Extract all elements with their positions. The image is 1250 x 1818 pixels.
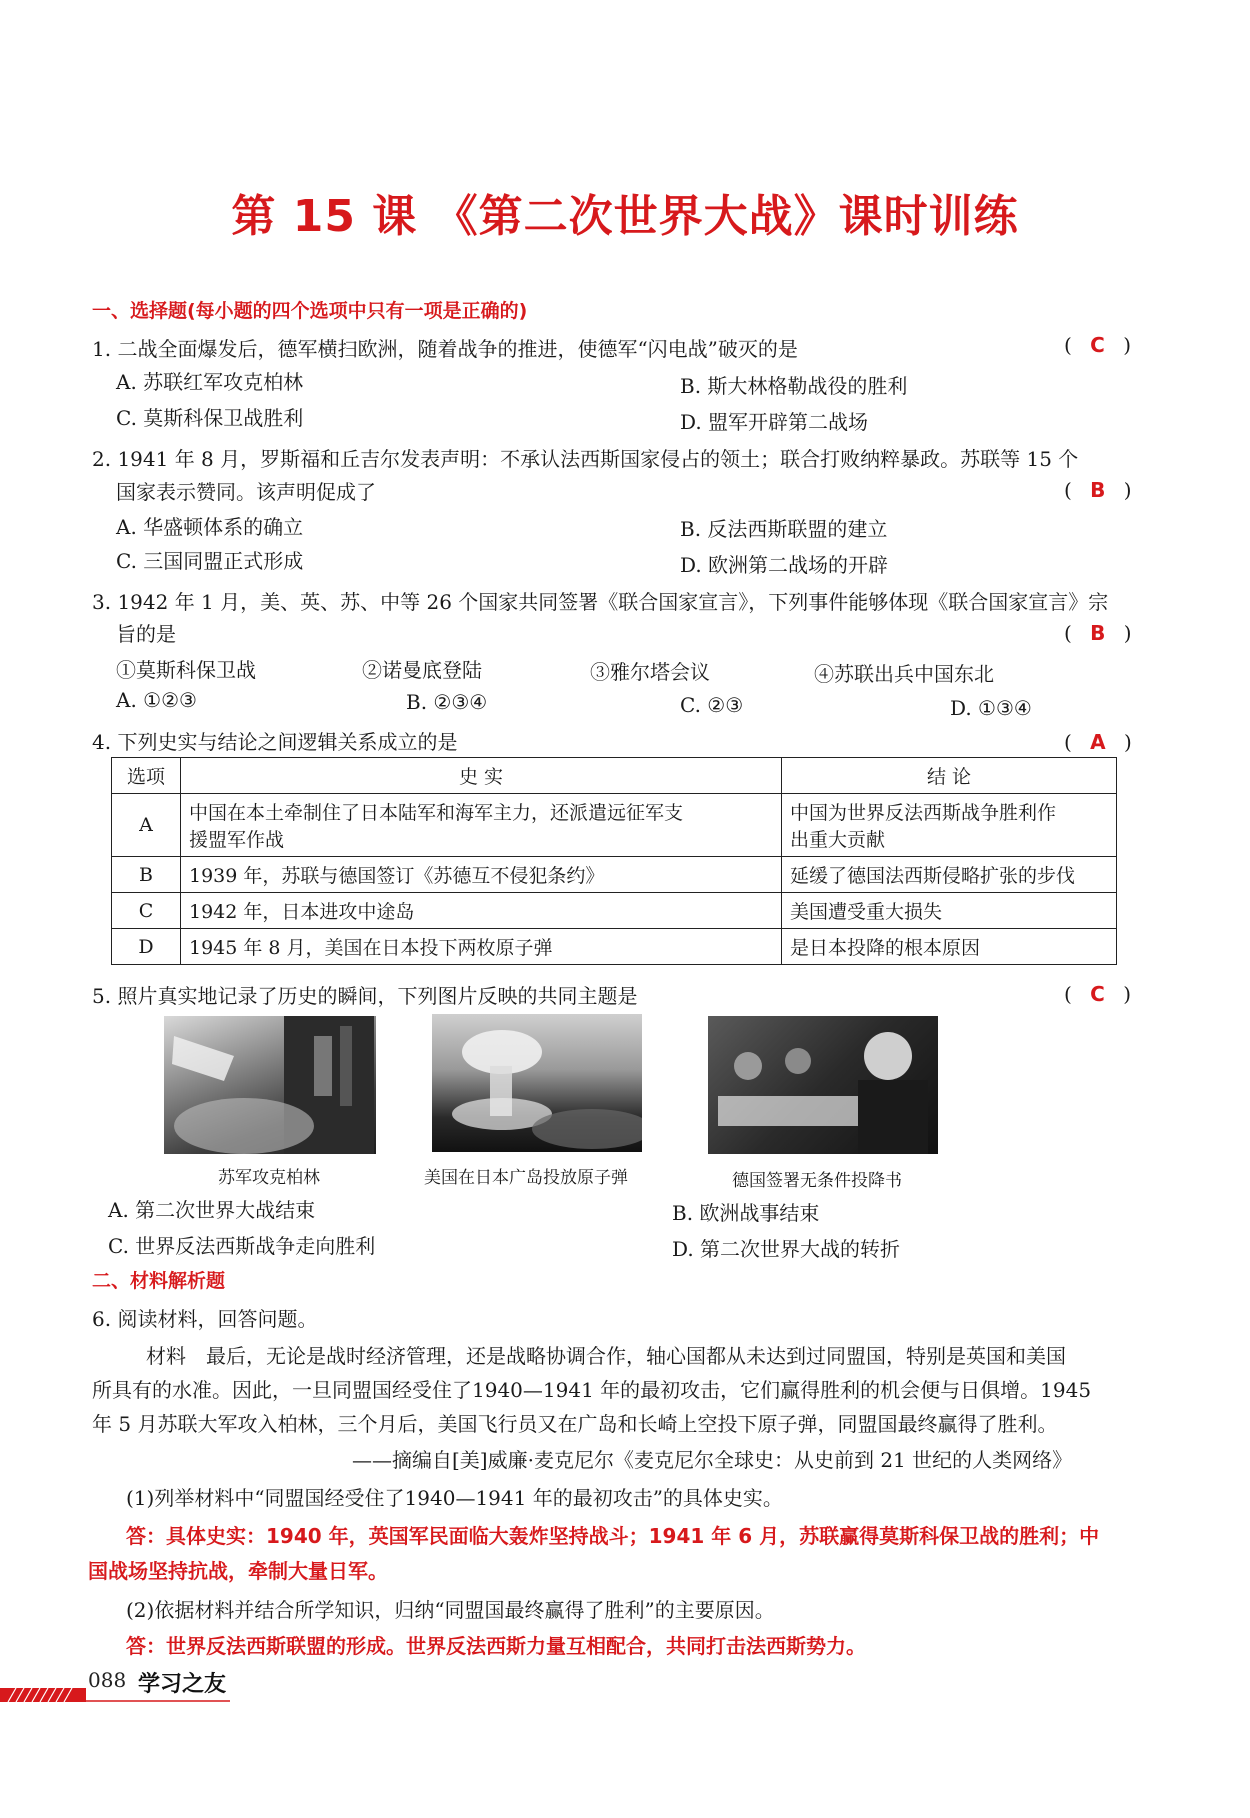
q1-option-c: C. 莫斯科保卫战胜利 xyxy=(116,406,304,430)
q6-sub2: (2)依据材料并结合所学知识，归纳“同盟国最终赢得了胜利”的主要原因。 xyxy=(126,1598,775,1622)
q2-answer: ( B ) xyxy=(1064,478,1132,502)
q1-answer: ( C ) xyxy=(1064,333,1132,357)
q3-stem-line1: 3. 1942 年 1 月，美、英、苏、中等 26 个国家共同签署《联合国家宣言》，下列事件能够体现《联合国家宣言》宗 xyxy=(92,590,1109,614)
row-option: D xyxy=(112,929,181,965)
q1-stem: 1. 二战全面爆发后，德军横扫欧洲，随着战争的推进，使德军“闪电战”破灭的是 xyxy=(92,337,798,361)
header-option: 选项 xyxy=(112,758,181,794)
q3-item-3: ③雅尔塔会议 xyxy=(590,660,710,684)
q4-stem: 4. 下列史实与结论之间逻辑关系成立的是 xyxy=(92,730,458,754)
caption-surrender: 德国签署无条件投降书 xyxy=(732,1171,902,1191)
row-option: C xyxy=(112,893,181,929)
table-row xyxy=(112,857,1117,893)
photo-berlin-art xyxy=(164,1016,376,1154)
q2-option-c: C. 三国同盟正式形成 xyxy=(116,549,304,573)
photo-berlin xyxy=(164,1016,376,1154)
q5-option-b: B. 欧洲战事结束 xyxy=(672,1201,820,1225)
q5-stem: 5. 照片真实地记录了历史的瞬间，下列图片反映的共同主题是 xyxy=(92,984,638,1008)
photo-surrender xyxy=(708,1016,938,1154)
q2-stem-line2: 国家表示赞同。该声明促成了 xyxy=(116,480,376,504)
table-row xyxy=(112,794,1117,857)
q6-material-line2: 所具有的水准。因此，一旦同盟国经受住了1940—1941 年的最初攻击，它们赢得胜利的机会便与日俱增。1945 xyxy=(92,1378,1092,1402)
q5-option-d: D. 第二次世界大战的转折 xyxy=(672,1237,901,1261)
row-fact: 1945 年 8 月，美国在日本投下两枚原子弹 xyxy=(181,929,782,965)
row-fact: 中国在本土牵制住了日本陆军和海军主力，还派遣远征军支 援盟军作战 xyxy=(181,794,782,857)
q1-option-d: D. 盟军开辟第二战场 xyxy=(680,410,869,434)
row-fact: 1942 年，日本进攻中途岛 xyxy=(181,893,782,929)
q5-option-c: C. 世界反法西斯战争走向胜利 xyxy=(108,1234,376,1258)
q3-option-a: A. ①②③ xyxy=(116,688,197,712)
q3-option-d: D. ①③④ xyxy=(950,696,1032,720)
row-option: A xyxy=(112,794,181,857)
header-fact: 史 实 xyxy=(181,758,782,794)
caption-hiroshima: 美国在日本广岛投放原子弹 xyxy=(424,1168,628,1188)
table-row xyxy=(112,893,1117,929)
q6-answer1-line1: 答：具体史实：1940 年，英国军民面临大轰炸坚持战斗；1941 年 6 月，苏联赢得莫斯科保卫战的胜利；中 xyxy=(126,1524,1100,1548)
section-heading-choice: 一、选择题(每小题的四个选项中只有一项是正确的) xyxy=(92,300,528,322)
history-table xyxy=(111,757,1117,965)
table-row xyxy=(112,929,1117,965)
q4-answer: ( A ) xyxy=(1064,730,1132,754)
q6-stem: 6. 阅读材料，回答问题。 xyxy=(92,1307,318,1331)
q3-item-1: ①莫斯科保卫战 xyxy=(116,658,256,682)
q6-answer2: 答：世界反法西斯联盟的形成。世界反法西斯力量互相配合，共同打击法西斯势力。 xyxy=(126,1634,866,1658)
photo-hiroshima-art xyxy=(432,1014,642,1152)
q6-sub1: (1)列举材料中“同盟国经受住了1940—1941 年的最初攻击”的具体史实。 xyxy=(126,1486,783,1510)
q3-answer: ( B ) xyxy=(1064,621,1132,645)
q5-option-a: A. 第二次世界大战结束 xyxy=(108,1198,316,1222)
q6-answer1-line2: 国战场坚持抗战，牵制大量日军。 xyxy=(88,1559,388,1583)
q2-option-a: A. 华盛顿体系的确立 xyxy=(116,515,304,539)
q2-option-b: B. 反法西斯联盟的建立 xyxy=(680,517,888,541)
page-title: 第 15 课 《第二次世界大战》课时训练 xyxy=(231,191,1019,242)
row-option: B xyxy=(112,857,181,893)
q6-material-line1: 材料 最后，无论是战时经济管理，还是战略协调合作，轴心国都从未达到过同盟国，特别是英国和美国 xyxy=(146,1344,1066,1368)
footer-brand: 学习之友 xyxy=(138,1672,227,1697)
q1-option-a: A. 苏联红军攻克柏林 xyxy=(116,370,304,394)
q3-option-c: C. ②③ xyxy=(680,693,744,717)
photo-hiroshima xyxy=(432,1014,642,1152)
row-conclusion: 是日本投降的根本原因 xyxy=(782,929,1117,965)
row-conclusion: 延缓了德国法西斯侵略扩张的步伐 xyxy=(782,857,1117,893)
q3-stem-line2: 旨的是 xyxy=(116,622,176,646)
section-heading-material: 二、材料解析题 xyxy=(92,1270,226,1292)
q6-source: ——摘编自[美]威廉·麦克尼尔《麦克尼尔全球史：从史前到 21 世纪的人类网络》 xyxy=(352,1448,1073,1472)
page-number: 088 xyxy=(88,1668,127,1692)
q3-item-4: ④苏联出兵中国东北 xyxy=(814,662,994,686)
q2-option-d: D. 欧洲第二战场的开辟 xyxy=(680,553,889,577)
q3-option-b: B. ②③④ xyxy=(406,690,488,714)
header-conclusion: 结 论 xyxy=(782,758,1117,794)
q1-option-b: B. 斯大林格勒战役的胜利 xyxy=(680,374,908,398)
row-conclusion: 中国为世界反法西斯战争胜利作 出重大贡献 xyxy=(782,794,1117,857)
caption-berlin: 苏军攻克柏林 xyxy=(218,1168,320,1188)
table-header-row xyxy=(112,758,1117,794)
q5-answer: ( C ) xyxy=(1064,982,1132,1006)
q3-item-2: ②诺曼底登陆 xyxy=(362,658,482,682)
photo-surrender-art xyxy=(708,1016,938,1154)
row-fact: 1939 年，苏联与德国签订《苏德互不侵犯条约》 xyxy=(181,857,782,893)
q6-material-line3: 年 5 月苏联大军攻入柏林，三个月后，美国飞行员又在广岛和长崎上空投下原子弹，同盟国最终赢得了胜利。 xyxy=(92,1412,1058,1436)
row-conclusion: 美国遭受重大损失 xyxy=(782,893,1117,929)
q2-stem-line1: 2. 1941 年 8 月，罗斯福和丘吉尔发表声明：不承认法西斯国家侵占的领土；联合打败纳粹暴政。苏联等 15 个 xyxy=(92,447,1079,471)
